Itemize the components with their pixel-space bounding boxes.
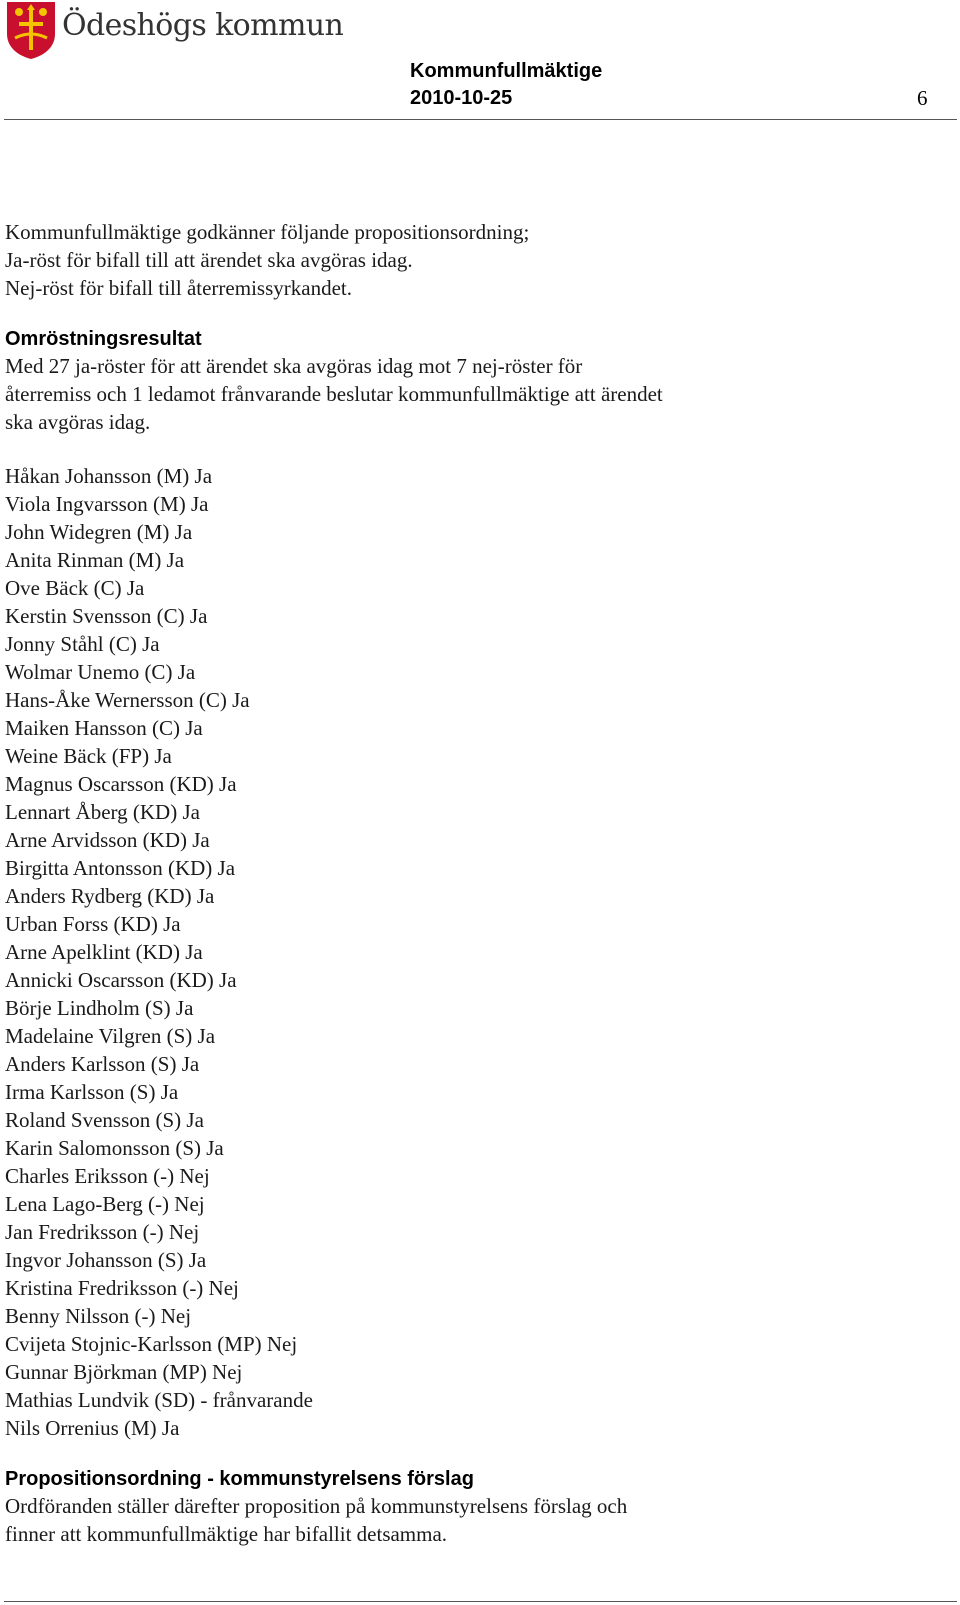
vote-entry: Roland Svensson (S) Ja [5,1108,204,1132]
vote-entry: Anders Rydberg (KD) Ja [5,884,215,908]
vote-entry: Magnus Oscarsson (KD) Ja [5,772,237,796]
vote-entry: Nils Orrenius (M) Ja [5,1416,180,1440]
header-divider [4,119,957,120]
result-heading: Omröstningsresultat [5,328,202,350]
vote-entry: Weine Bäck (FP) Ja [5,744,172,768]
intro-paragraph [5,218,945,302]
vote-entry: Arne Apelklint (KD) Ja [5,940,203,964]
vote-entry: Cvijeta Stojnic-Karlsson (MP) Nej [5,1332,298,1356]
vote-entry: Viola Ingvarsson (M) Ja [5,492,209,516]
intro-line: Ja-röst för bifall till att ärendet ska avgöras idag. [5,248,413,272]
proposition-paragraph [5,1492,945,1548]
vote-entry: Kristina Fredriksson (-) Nej [5,1276,239,1300]
organization-name: Ödeshögs kommun [62,8,344,43]
vote-entry: Mathias Lundvik (SD) - frånvarande [5,1388,313,1412]
vote-entry: Anders Karlsson (S) Ja [5,1052,200,1076]
vote-entry: Charles Eriksson (-) Nej [5,1164,210,1188]
vote-entry: Arne Arvidsson (KD) Ja [5,828,210,852]
vote-entry: Lennart Åberg (KD) Ja [5,800,200,824]
vote-entry: Kerstin Svensson (C) Ja [5,604,208,628]
page-header [0,0,960,122]
page-number: 6 [917,86,928,110]
result-line: återremiss och 1 ledamot frånvarande beslutar kommunfullmäktige att ärendet [5,382,663,406]
vote-entry: Gunnar Björkman (MP) Nej [5,1360,243,1384]
proposition-line: Ordföranden ställer därefter proposition på kommunstyrelsens förslag och [5,1494,628,1518]
vote-entry: Benny Nilsson (-) Nej [5,1304,192,1328]
vote-entry: Ove Bäck (C) Ja [5,576,145,600]
intro-line: Kommunfullmäktige godkänner följande propositionsordning; [5,220,530,244]
result-line: ska avgöras idag. [5,410,151,434]
vote-entry: Håkan Johansson (M) Ja [5,464,213,488]
vote-entry: Maiken Hansson (C) Ja [5,716,203,740]
vote-entry: Wolmar Unemo (C) Ja [5,660,196,684]
proposition-heading: Propositionsordning - kommunstyrelsens förslag [5,1468,474,1490]
vote-entry: Birgitta Antonsson (KD) Ja [5,856,236,880]
proposition-line: finner att kommunfullmäktige har bifallit detsamma. [5,1522,448,1546]
result-paragraph [5,352,945,436]
vote-entry: Annicki Oscarsson (KD) Ja [5,968,237,992]
vote-entry: Lena Lago-Berg (-) Nej [5,1192,205,1216]
municipal-crest-icon [5,0,57,60]
vote-entry: Urban Forss (KD) Ja [5,912,181,936]
vote-entry: Karin Salomonsson (S) Ja [5,1136,224,1160]
vote-entry: Jan Fredriksson (-) Nej [5,1220,200,1244]
intro-line: Nej-röst för bifall till återremissyrkandet. [5,276,352,300]
vote-entry: John Widegren (M) Ja [5,520,193,544]
vote-entry: Ingvor Johansson (S) Ja [5,1248,207,1272]
document-body [5,218,945,1548]
vote-entry: Börje Lindholm (S) Ja [5,996,194,1020]
document-title: Kommunfullmäktige [410,60,603,82]
vote-entry: Anita Rinman (M) Ja [5,548,185,572]
vote-entry: Irma Karlsson (S) Ja [5,1080,179,1104]
document-date: 2010-10-25 [410,87,513,109]
vote-entry: Jonny Ståhl (C) Ja [5,632,160,656]
result-line: Med 27 ja-röster för att ärendet ska avgöras idag mot 7 nej-röster för [5,354,583,378]
footer-divider [4,1601,957,1602]
vote-entry: Hans-Åke Wernersson (C) Ja [5,688,250,712]
vote-entry: Madelaine Vilgren (S) Ja [5,1024,216,1048]
vote-list [5,462,945,1442]
